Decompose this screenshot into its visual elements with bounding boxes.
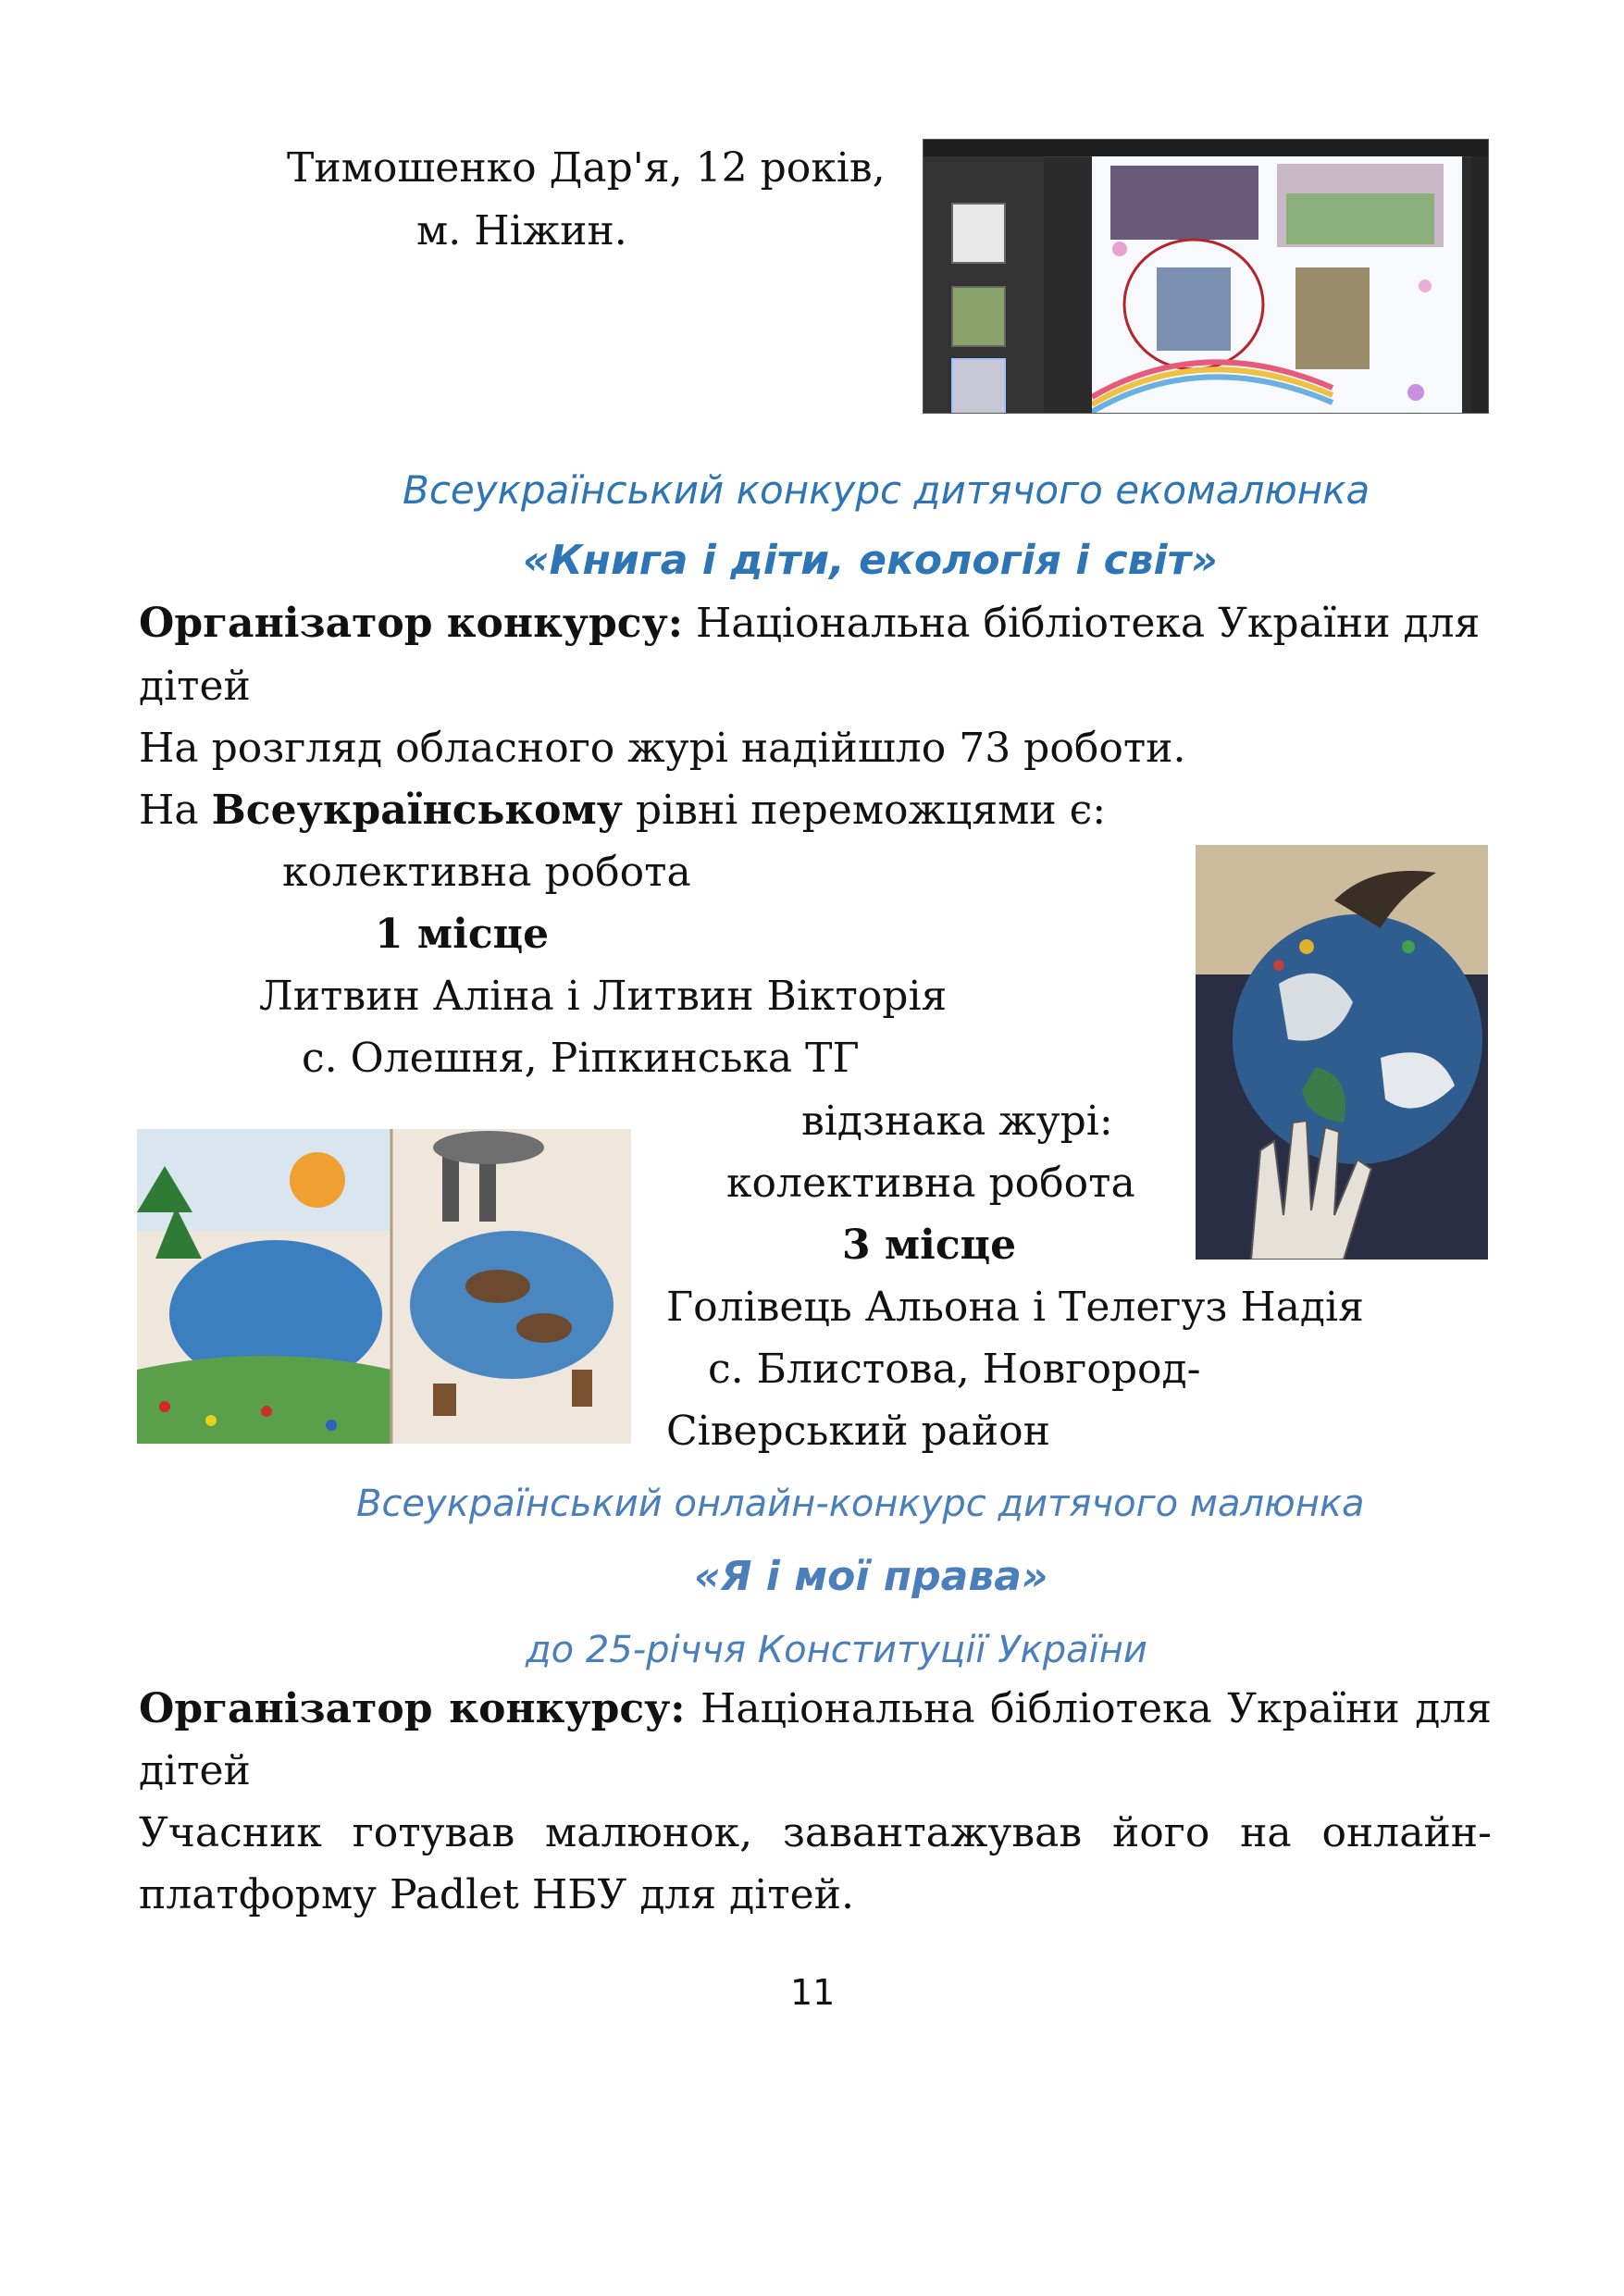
- artwork-collage-illustration: [1092, 156, 1462, 413]
- contest2-heading: Всеукраїнський онлайн-конкурс дитячого малюнка: [356, 1483, 1365, 1525]
- organizer-text: Національна бібліотека України для: [685, 1685, 1492, 1732]
- viewer-page-canvas: [1092, 156, 1462, 413]
- organizer-label: Організатор конкурсу:: [139, 600, 684, 647]
- page-thumbnail-active: [951, 358, 1006, 414]
- entry-city-line: м. Ніжин.: [416, 207, 627, 254]
- viewer-thumbnail-panel: [924, 156, 1044, 413]
- contest1-heading: Всеукраїнський конкурс дитячого екомалюнка: [403, 467, 1370, 513]
- page-thumbnail: [951, 203, 1006, 264]
- contest1-title: «Книга і діти, екологія і світ»: [523, 537, 1218, 584]
- viewer-toolbar: [924, 140, 1488, 157]
- contest2-title: «Я і мої права»: [694, 1553, 1048, 1600]
- page-thumbnail: [951, 286, 1006, 347]
- contest1-submissions: На розгляд обласного журі надійшло 73 роботи.: [139, 725, 1186, 772]
- winner2-type: колективна робота: [726, 1160, 1135, 1207]
- winner1-type: колективна робота: [282, 849, 691, 896]
- contest1-winners-line: [139, 787, 1107, 834]
- organizer-text: Національна бібліотека України для: [683, 600, 1481, 647]
- winners-prefix: На: [139, 787, 212, 834]
- contest2-desc-line2: платформу Padlet НБУ для дітей.: [139, 1871, 854, 1918]
- organizer-label: Організатор конкурсу:: [139, 1685, 686, 1732]
- eco-landscape-illustration: [137, 1129, 631, 1444]
- viewer-scrollbar: [1471, 156, 1488, 413]
- entry-name-line: Тимошенко Дар'я, 12 років,: [287, 144, 886, 192]
- contest1-organizer-cont: дітей: [139, 663, 251, 710]
- pdf-viewer-screenshot-image: [923, 139, 1489, 414]
- eco-landscape-drawing-image: [137, 1129, 631, 1444]
- winner2-place: 3 місце: [842, 1222, 1017, 1269]
- contest2-subtitle: до 25-річчя Конституції України: [526, 1629, 1147, 1671]
- contest1-organizer-line: [139, 600, 1481, 647]
- winner1-location: с. Олешня, Ріпкинська ТГ: [302, 1035, 860, 1082]
- winner1-place: 1 місце: [375, 911, 550, 958]
- winner2-names: Голівець Альона і Телегуз Надія: [666, 1284, 1364, 1331]
- winner2-award: відзнака журі:: [801, 1098, 1113, 1145]
- page-number: 11: [790, 1972, 836, 2013]
- winners-bold: Всеукраїнському: [211, 787, 623, 834]
- contest2-organizer-line: [139, 1685, 1492, 1732]
- winner2-location2: Сіверський район: [666, 1408, 1050, 1455]
- winner2-location1: с. Блистова, Новгород-: [708, 1346, 1201, 1393]
- winner1-names: Литвин Аліна і Литвин Вікторія: [259, 973, 948, 1020]
- contest2-desc-line1: Учасник готував малюнок, завантажував його на онлайн-: [139, 1809, 1492, 1856]
- earth-hand-drawing-image: [1196, 845, 1488, 1260]
- earth-hand-illustration: [1196, 845, 1488, 1260]
- winners-suffix: рівні переможцями є:: [622, 787, 1107, 834]
- contest2-organizer-cont: дітей: [139, 1747, 251, 1794]
